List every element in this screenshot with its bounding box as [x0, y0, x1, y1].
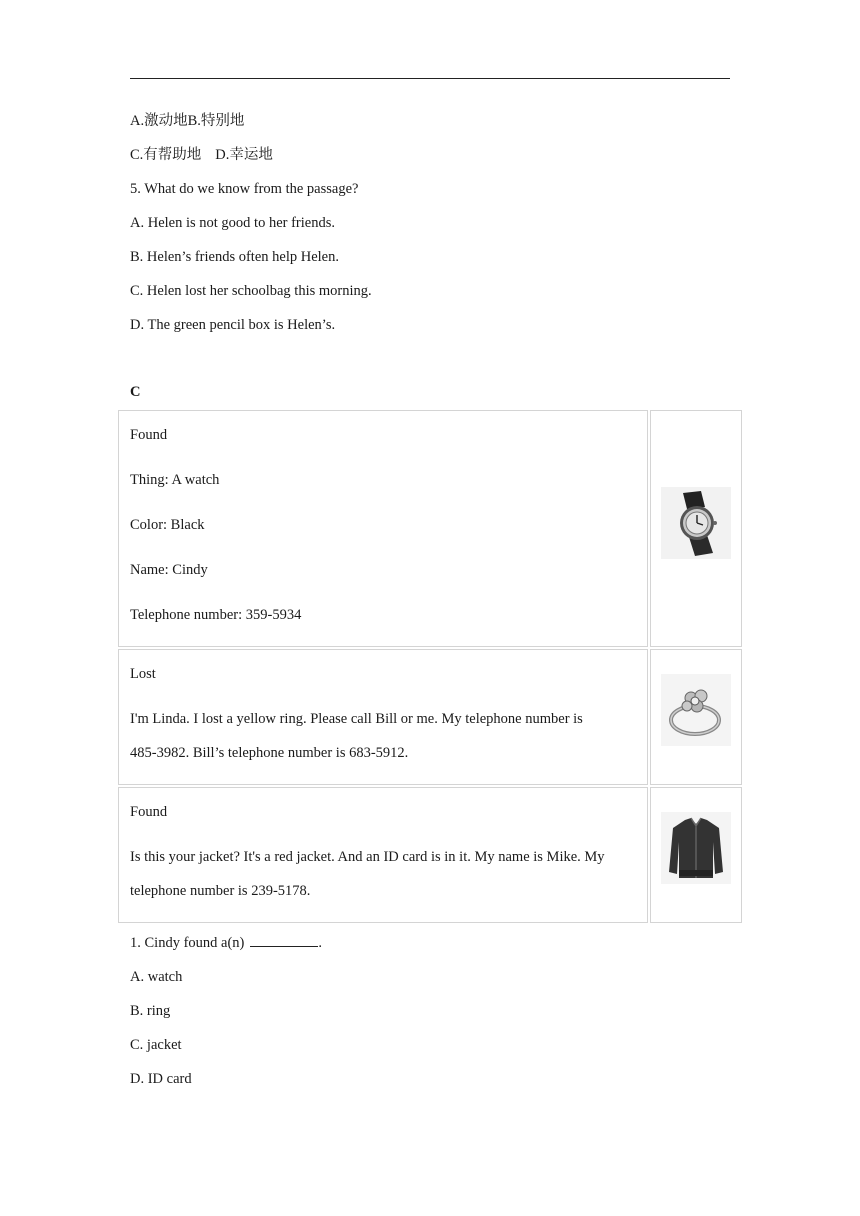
question-1-option-a: A. watch — [130, 969, 183, 985]
option-row-a-b: A.激动地B.特别地 — [130, 113, 245, 129]
question-1-stem — [130, 934, 322, 952]
notice-line: Color: Black — [130, 517, 205, 533]
notice-line: Thing: A watch — [130, 472, 220, 488]
notice-line: 485-3982. Bill’s telephone number is 683-5912. — [130, 745, 409, 761]
question-5-option-c: C. Helen lost her schoolbag this morning. — [130, 283, 372, 299]
notice-line: telephone number is 239-5178. — [130, 883, 311, 899]
option-d: D.幸运地 — [215, 147, 273, 163]
question-1-tail: . — [318, 935, 322, 951]
question-1-text: 1. Cindy found a(n) — [130, 935, 245, 951]
notice-image-cell — [650, 787, 742, 923]
question-1-option-c: C. jacket — [130, 1037, 182, 1053]
question-1-option-b: B. ring — [130, 1003, 171, 1019]
notice-heading: Found — [130, 427, 168, 443]
jacket-image — [661, 812, 731, 884]
notice-image-cell — [650, 410, 742, 647]
notice-heading: Lost — [130, 666, 156, 682]
option-row-c-d — [130, 146, 273, 164]
question-5-option-d: D. The green pencil box is Helen’s. — [130, 317, 336, 333]
answer-blank — [250, 934, 318, 947]
question-5-option-a: A. Helen is not good to her friends. — [130, 215, 335, 231]
notice-found-watch — [118, 410, 648, 647]
notice-line: Is this your jacket? It's a red jacket. And an ID card is in it. My name is Mike. My — [130, 849, 605, 865]
watch-image — [661, 487, 731, 559]
notice-heading: Found — [130, 804, 168, 820]
notice-line: Telephone number: 359-5934 — [130, 607, 302, 623]
section-label: C — [130, 384, 141, 400]
ring-image — [661, 674, 731, 746]
header-rule — [130, 78, 730, 79]
notice-line: I'm Linda. I lost a yellow ring. Please call Bill or me. My telephone number is — [130, 711, 583, 727]
question-1-option-d: D. ID card — [130, 1071, 192, 1087]
notice-lost-ring — [118, 649, 648, 785]
question-5-stem: 5. What do we know from the passage? — [130, 181, 359, 197]
notice-found-jacket — [118, 787, 648, 923]
notice-image-cell — [650, 649, 742, 785]
notice-line: Name: Cindy — [130, 562, 208, 578]
option-c: C.有帮助地 — [130, 147, 202, 163]
question-5-option-b: B. Helen’s friends often help Helen. — [130, 249, 339, 265]
